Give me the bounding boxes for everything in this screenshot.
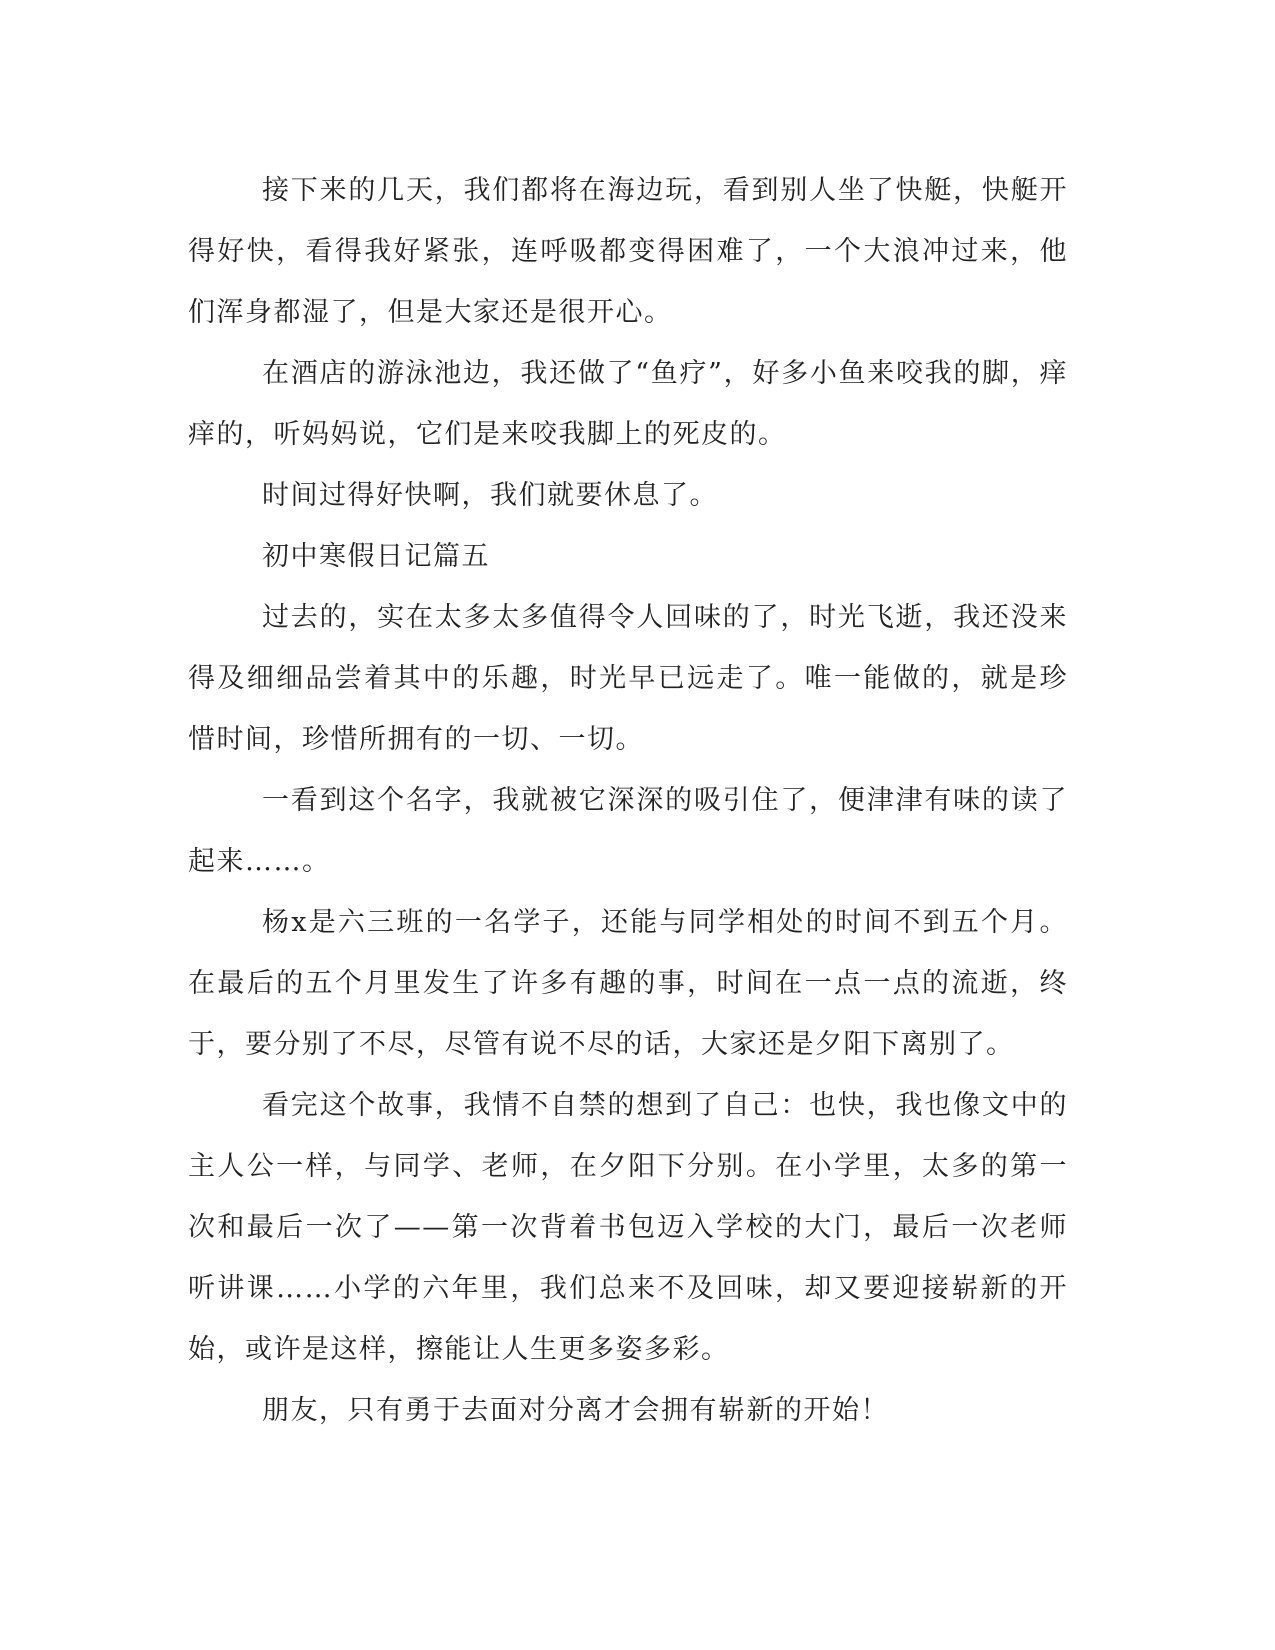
paragraph: 接下来的几天，我们都将在海边玩，看到别人坐了快艇，快艇开得好快，看得我好紧张，连呼吸都变得困难了，一个大浪冲过来，他们浑身都湿了，但是大家还是很开心。 bbox=[188, 175, 1068, 328]
paragraph: 杨x是六三班的一名学子，还能与同学相处的时间不到五个月。在最后的五个月里发生了许多有趣的事，时间在一点一点的流逝，终于，要分别了不尽，尽管有说不尽的话，大家还是夕阳下离别了。 bbox=[188, 907, 1068, 1060]
paragraph: 看完这个故事，我情不自禁的想到了自己：也快，我也像文中的主人公一样，与同学、老师，在夕阳下分别。在小学里，太多的第一次和最后一次了——第一次背着书包迈入学校的大门，最后一次老师听讲课……小学的六年里，我们总来不及回味，却又要迎接崭新的开始，或许是这样，擦能让人生更多姿多彩。 bbox=[188, 1090, 1068, 1365]
paragraph: 朋友，只有勇于去面对分离才会拥有崭新的开始！ bbox=[262, 1395, 889, 1426]
paragraph: 时间过得好快啊，我们就要休息了。 bbox=[262, 480, 718, 511]
paragraph: 一看到这个名字，我就被它深深的吸引住了，便津津有味的读了起来……。 bbox=[188, 785, 1068, 877]
document-body bbox=[188, 160, 1068, 1441]
paragraph: 在酒店的游泳池边，我还做了“鱼疗”，好多小鱼来咬我的脚，痒痒的，听妈妈说，它们是来咬我脚上的死皮的。 bbox=[188, 358, 1068, 450]
paragraph: 过去的，实在太多太多值得令人回味的了，时光飞逝，我还没来得及细细品尝着其中的乐趣，时光早已远走了。唯一能做的，就是珍惜时间，珍惜所拥有的一切、一切。 bbox=[188, 602, 1068, 755]
section-title: 初中寒假日记篇五 bbox=[262, 541, 490, 572]
